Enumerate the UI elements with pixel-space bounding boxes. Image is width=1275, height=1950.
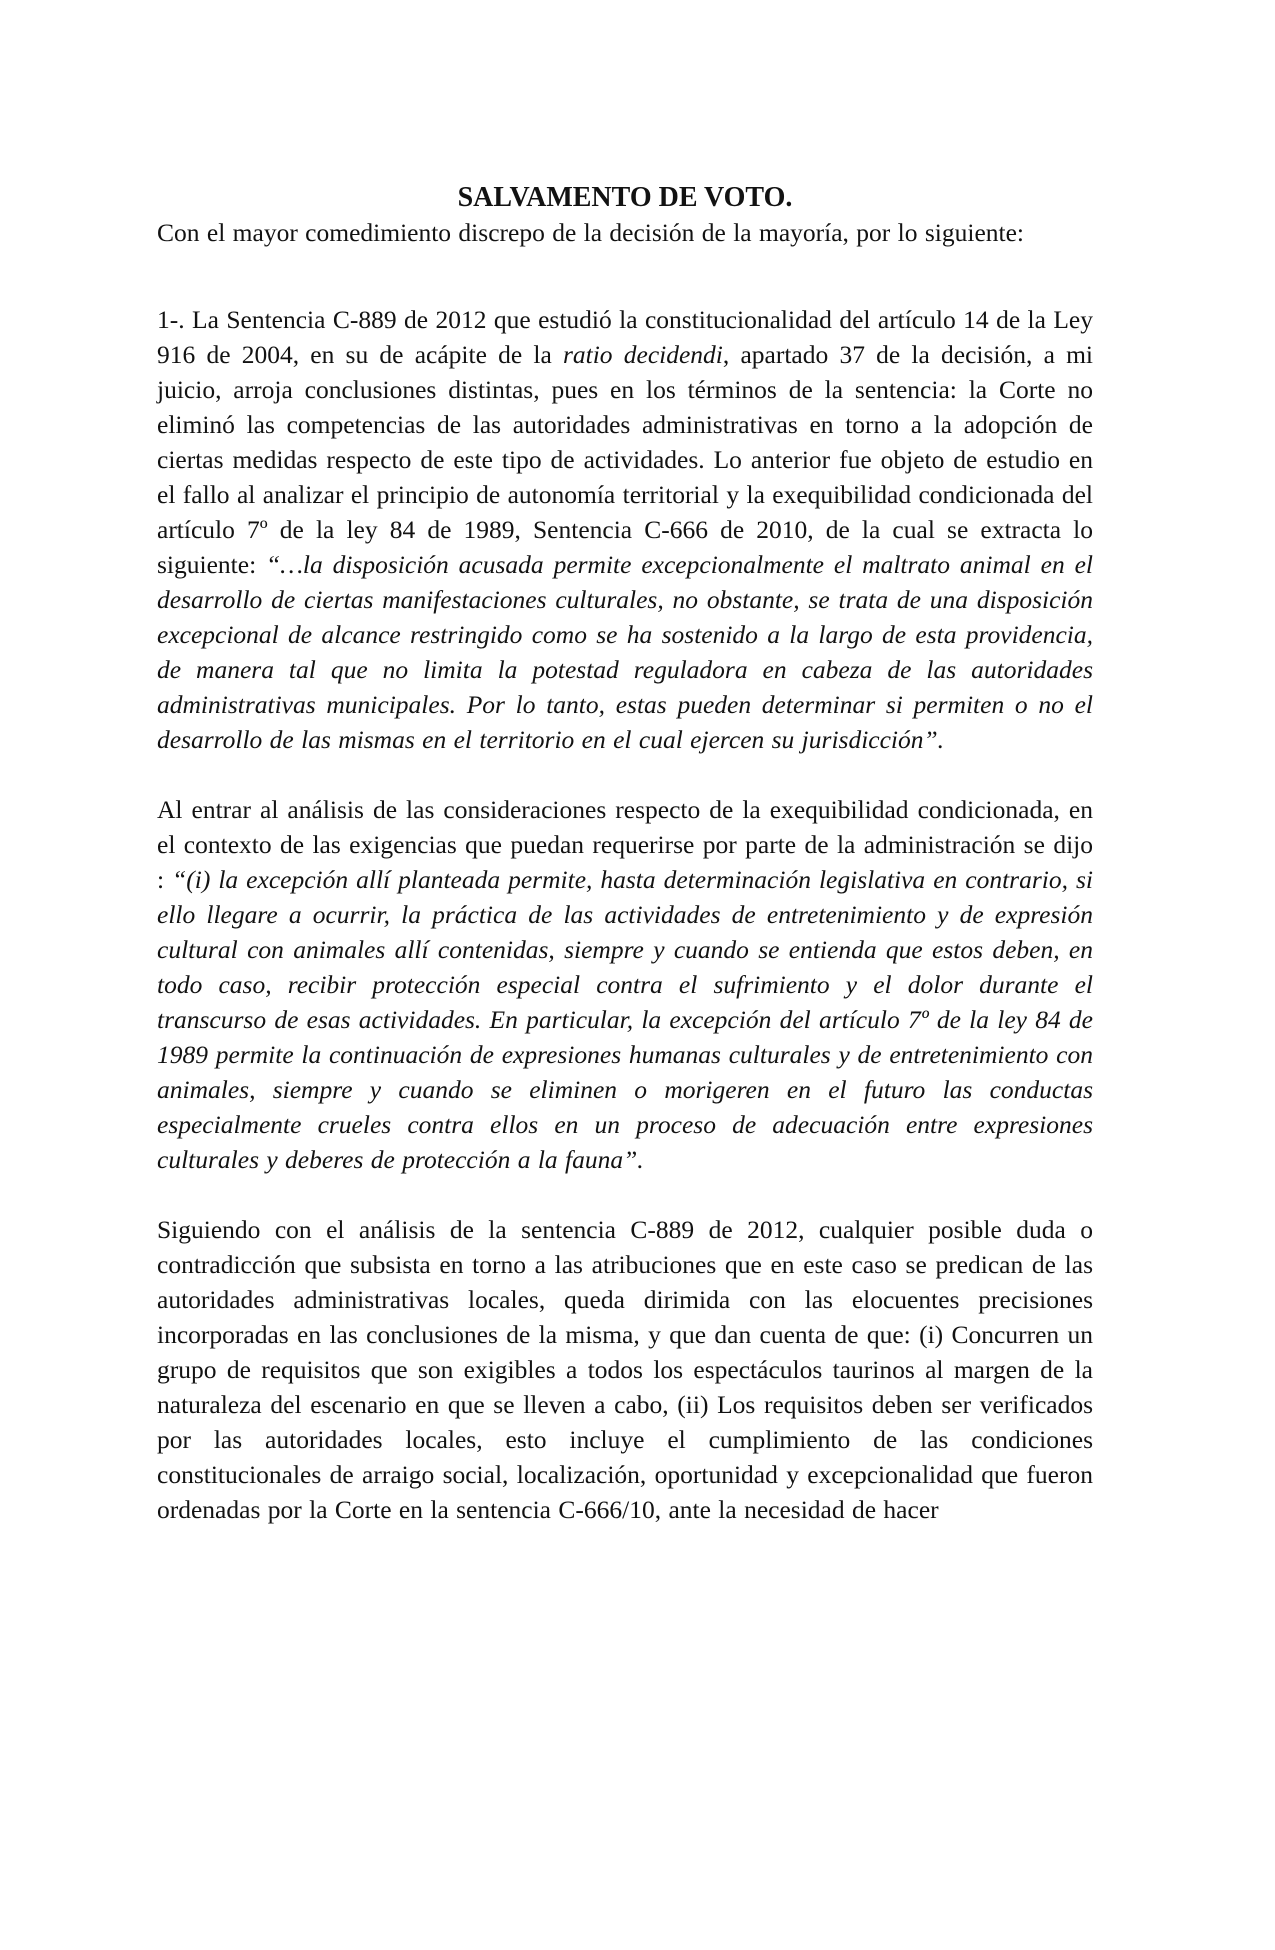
text-run: Al entrar al análisis de las consideraciones respecto de la exequibilidad condicionada, en el contexto de las exigencias que puedan requerirse por parte de la administración se dijo : — [157, 795, 1093, 894]
text-run: , apartado 37 de la decisión, a mi juicio, arroja conclusiones distintas, pues en los términos de la sentencia: la Corte no eliminó las competencias de las autoridades administrativas en torno a la adopción de ciertas medidas respecto de este tipo de actividades. Lo anterior fue objeto de estudio en el fallo al analizar el principio de autonomía territorial y la exequibilidad condicionada del artículo 7º de la ley 84 de 1989, Sentencia C-666 de 2010, de la cual se extracta lo siguiente: — [157, 340, 1094, 579]
paragraph-1 — [157, 302, 1093, 757]
text-run: Siguiendo con el análisis de la sentencia C-889 de 2012, cualquier posible duda o contradicción que subsista en torno a las atribuciones que en este caso se predican de las autoridades administrativas locales, queda dirimida con las elocuentes precisiones incorporadas en las conclusiones de la misma, y que dan cuenta de que: (i) Concurren un grupo de requisitos que son exigibles a todos los espectáculos taurinos al margen de la naturaleza del escenario en que se lleven a cabo, (ii) Los requisitos deben ser verificados por las autoridades locales, esto incluye el cumplimiento de las condiciones constitucionales de arraigo social, localización, oportunidad y excepcionalidad que fueron ordenadas por la Corte en la sentencia C-666/10, ante la necesidad de hacer — [157, 1215, 1093, 1524]
text-run-italic: ratio decidendi — [562, 340, 723, 369]
text-run: 1-. La Sentencia C-889 de 2012 que estudió la constitucionalidad del artículo 14 de la Ley 916 de 2004, en su de acápite de la — [157, 305, 1093, 369]
paragraph-2 — [157, 792, 1093, 1177]
text-run-italic: “…la disposición acusada permite excepcionalmente el maltrato animal en el desarrollo de ciertas manifestaciones culturales, no obstante, se trata de una disposición excepcional de alcance restringido como se ha sostenido a la largo de esta providencia, de manera tal que no limita la potestad reguladora en cabeza de las autoridades administrativas municipales. Por lo tanto, estas pueden determinar si permiten o no el desarrollo de las mismas en el territorio en el cual ejercen su jurisdicción”. — [157, 550, 1093, 754]
text-run: Con el mayor comedimiento discrepo de la decisión de la mayoría, por lo siguiente: — [157, 218, 1025, 247]
document-page — [157, 180, 1093, 1527]
document-title: SALVAMENTO DE VOTO. — [457, 182, 793, 213]
paragraph-3 — [157, 1212, 1093, 1527]
text-run-italic: “(i) la excepción allí planteada permite, hasta determinación legislativa en contrario, si ello llegare a ocurrir, la práctica de las actividades de entretenimiento y de expresión cultural con animales allí contenidas, siempre y cuando se entienda que estos deben, en todo caso, recibir protección especial contra el sufrimiento y el dolor durante el transcurso de esas actividades. En particular, la excepción del artículo 7º de la ley 84 de 1989 permite la continuación de expresiones humanas culturales y de entretenimiento con animales, siempre y cuando se eliminen o morigeren en el futuro las conductas especialmente crueles contra ellos en un proceso de adecuación entre expresiones culturales y deberes de protección a la fauna”. — [157, 865, 1093, 1174]
paragraph-intro — [157, 215, 1093, 250]
